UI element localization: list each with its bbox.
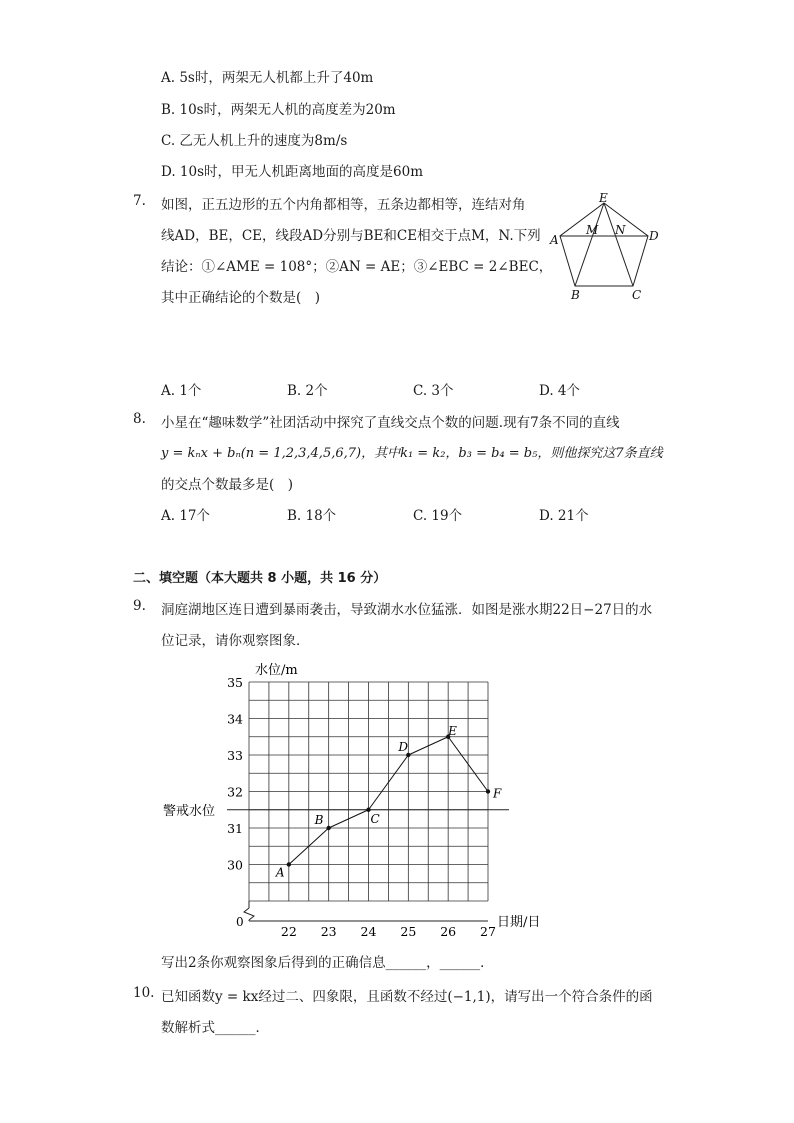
q8-option-b: B. 18个 bbox=[287, 508, 337, 524]
q6-option-d: D. 10s时，甲无人机距离地面的高度是60m bbox=[161, 164, 424, 180]
q9-line-2: 位记录，请你观察图象． bbox=[161, 633, 310, 649]
pentagon-figure bbox=[548, 192, 668, 304]
q7-option-d: D. 4个 bbox=[539, 383, 581, 399]
x-tick-label: 26 bbox=[440, 924, 457, 939]
warning-level-label: 警戒水位 bbox=[163, 803, 216, 819]
q8-number: 8. bbox=[133, 411, 146, 427]
q9-line-1: 洞庭湖地区连日遭到暴雨袭击，导致湖水水位猛涨．如图是涨水期22日−27日的水 bbox=[161, 602, 653, 618]
y-tick-label: 30 bbox=[227, 857, 243, 873]
data-point bbox=[326, 826, 330, 830]
q7-line-2: 线AD，BE，CE，线段AD分别与BE和CE相交于点M，N.下列 bbox=[161, 228, 541, 244]
q9-answer-line: 写出2条你观察图象后得到的正确信息______，______． bbox=[161, 955, 494, 971]
point-label: D bbox=[398, 740, 408, 754]
x-tick-label: 24 bbox=[360, 924, 377, 939]
q6-option-a: A. 5s时，两架无人机都上升了40m bbox=[161, 70, 374, 86]
chart-origin-label: 0 bbox=[236, 915, 244, 929]
chart-marks bbox=[227, 675, 502, 939]
water-level-chart bbox=[155, 658, 555, 943]
point-label: B bbox=[314, 813, 324, 827]
q10-number: 10. bbox=[133, 985, 155, 1001]
pentagon-label-c: C bbox=[632, 288, 642, 302]
data-point bbox=[287, 862, 291, 866]
x-tick-label: 23 bbox=[320, 924, 337, 939]
y-tick-label: 31 bbox=[227, 821, 243, 836]
q8-line-3: 的交点个数最多是( ) bbox=[161, 477, 294, 493]
pentagon-label-b: B bbox=[571, 288, 580, 302]
chart-xlabel: 日期/日 bbox=[497, 915, 541, 930]
q7-line-3: 结论：①∠AME = 108°；②AN = AE；③∠EBC = 2∠BEC， bbox=[161, 259, 553, 275]
q7-option-a: A. 1个 bbox=[161, 383, 202, 399]
q8-option-a: A. 17个 bbox=[161, 508, 211, 524]
q9-number: 9. bbox=[133, 598, 146, 614]
point-label: E bbox=[448, 723, 457, 738]
point-label: F bbox=[493, 786, 502, 801]
y-axis-break bbox=[244, 908, 254, 920]
chart-grid bbox=[249, 682, 488, 901]
section-2-title: 二、填空题（本大题共 8 小题，共 16 分） bbox=[133, 571, 387, 586]
q6-option-c: C. 乙无人机上升的速度为8m/s bbox=[161, 133, 348, 149]
y-tick-label: 32 bbox=[227, 784, 243, 800]
x-tick-label: 22 bbox=[280, 924, 297, 939]
chart-ylabel: 水位/m bbox=[255, 663, 298, 678]
point-label: A bbox=[275, 865, 285, 880]
y-tick-label: 35 bbox=[227, 675, 243, 690]
q8-option-c: C. 19个 bbox=[413, 508, 463, 524]
q7-line-4: 其中正确结论的个数是( ) bbox=[161, 290, 321, 306]
x-tick-label: 27 bbox=[480, 924, 496, 939]
q10-line-1: 已知函数y = kx经过二、四象限，且函数不经过(−1,1)，请写出一个符合条件的函 bbox=[161, 989, 653, 1005]
q7-option-b: B. 2个 bbox=[287, 383, 328, 399]
y-tick-label: 33 bbox=[227, 748, 243, 763]
pentagon-label-n: N bbox=[615, 223, 626, 237]
x-tick-label: 25 bbox=[400, 924, 417, 939]
data-point bbox=[486, 789, 490, 793]
q7-number: 7. bbox=[133, 193, 146, 209]
q8-line-1: 小星在“趣味数学”社团活动中探究了直线交点个数的问题.现有7条不同的直线 bbox=[161, 415, 620, 431]
y-tick-label: 34 bbox=[227, 711, 243, 727]
pentagon-label-m: M bbox=[586, 223, 599, 237]
pentagon-label-e: E bbox=[599, 192, 608, 205]
q6-option-b: B. 10s时，两架无人机的高度差为20m bbox=[161, 102, 396, 118]
pentagon-label-a: A bbox=[550, 233, 559, 247]
q8-option-d: D. 21个 bbox=[539, 508, 589, 524]
q10-line-2: 数解析式______． bbox=[161, 1020, 269, 1036]
q7-option-c: C. 3个 bbox=[413, 383, 454, 399]
q7-line-1: 如图，正五边形的五个内角都相等，五条边都相等，连结对角 bbox=[161, 197, 526, 213]
q8-line-2: y = kₙx + bₙ(n = 1,2,3,4,5,6,7)，其中k₁ = k₂，b₃ = b₄ = b₅，则他探究这7条直线 bbox=[161, 446, 663, 461]
point-label: C bbox=[370, 811, 380, 826]
pentagon-label-d: D bbox=[649, 229, 659, 243]
